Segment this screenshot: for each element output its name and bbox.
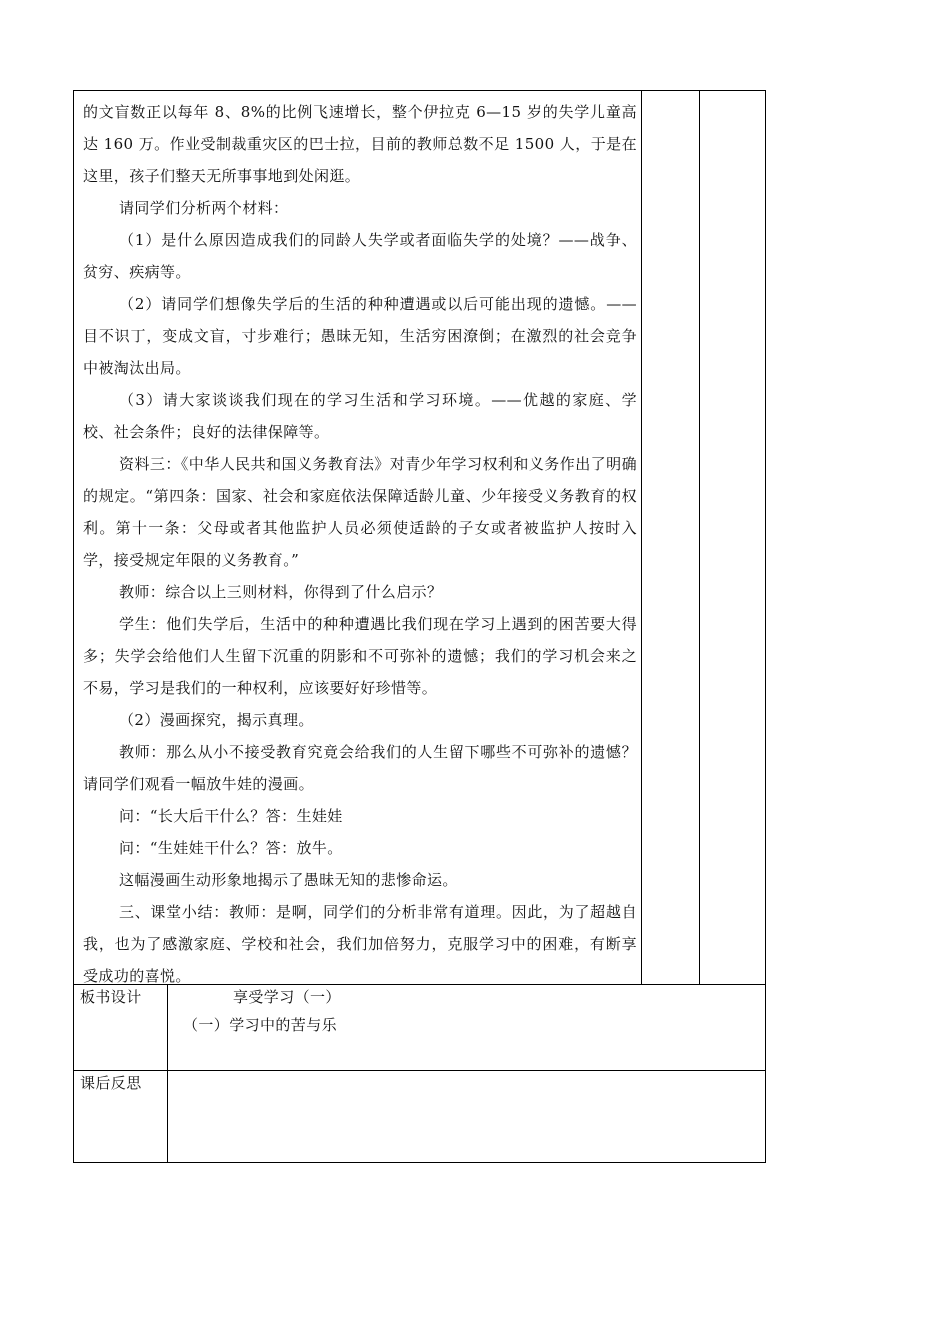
lesson-content [83,96,637,992]
lesson-paragraph: 的文盲数正以每年 8、8%的比例飞速增长，整个伊拉克 6—15 岁的失学儿童高达 160 万。作业受制裁重灾区的巴士拉，目前的教师总数不足 1500 人，于是在这里，孩子们整天无所事事地到处闲逛。 [83,103,637,185]
table-bottom-border [73,1162,766,1163]
lesson-paragraph: 问：“长大后干什么？答：生娃娃 [119,807,343,825]
lesson-paragraph: 请同学们分析两个材料： [119,199,289,217]
lesson-paragraph: （1）是什么原因造成我们的同龄人失学或者面临失学的处境？——战争、贫穷、疾病等。 [83,231,637,281]
table-top-border [73,90,766,91]
reflection-row-top-border [73,1070,766,1071]
content-divider-2 [699,90,700,985]
lesson-paragraph: 教师：那么从小不接受教育究竟会给我们的人生留下哪些不可弥补的遗憾？请同学们观看一幅放牛娃的漫画。 [83,743,637,793]
lesson-paragraph: 三、课堂小结：教师：是啊，同学们的分析非常有道理。因此，为了超越自我，也为了感激家庭、学校和社会，我们加倍努力，克服学习中的困难，有断享受成功的喜悦。 [83,903,637,985]
lesson-paragraph: （3）请大家谈谈我们现在的学习生活和学习环境。——优越的家庭、学校、社会条件；良好的法律保障等。 [83,391,637,441]
lesson-paragraph: 资料三：《中华人民共和国义务教育法》对青少年学习权利和义务作出了明确的规定。“第四条：国家、社会和家庭依法保障适龄儿童、少年接受义务教育的权利。第十一条：父母或者其他监护人员必须使适龄的子女或者被监护人按时入学，接受规定年限的义务教育。” [83,455,637,569]
table-right-border [765,90,766,1163]
lesson-paragraph: 学生：他们失学后，生活中的种种遭遇比我们现在学习上遇到的困苦要大得多；失学会给他们人生留下沉重的阴影和不可弥补的遗憾；我们的学习机会来之不易，学习是我们的一种权利，应该要好好珍惜等。 [83,615,637,697]
lesson-paragraph: （2）请同学们想像失学后的生活的种种遭遇或以后可能出现的遗憾。——目不识丁，变成文盲，寸步难行；愚昧无知，生活穷困潦倒；在激烈的社会竞争中被淘汰出局。 [83,295,637,377]
lesson-paragraph: 这幅漫画生动形象地揭示了愚昧无知的悲惨命运。 [119,871,458,889]
lesson-paragraph: 教师：综合以上三则材料，你得到了什么启示？ [119,583,443,601]
content-divider-1 [641,90,642,985]
board-title: 享受学习（一） [233,988,341,1006]
lesson-paragraph: （2）漫画探究，揭示真理。 [119,711,314,729]
reflection-label: 课后反思 [80,1074,142,1092]
lesson-paragraph: 问：“生娃娃干什么？答：放牛。 [119,839,343,857]
table-left-border [73,90,74,1163]
label-column-divider [167,984,168,1163]
board-line-1: （一）学习中的苦与乐 [183,1016,338,1034]
board-design-label: 板书设计 [80,988,142,1006]
